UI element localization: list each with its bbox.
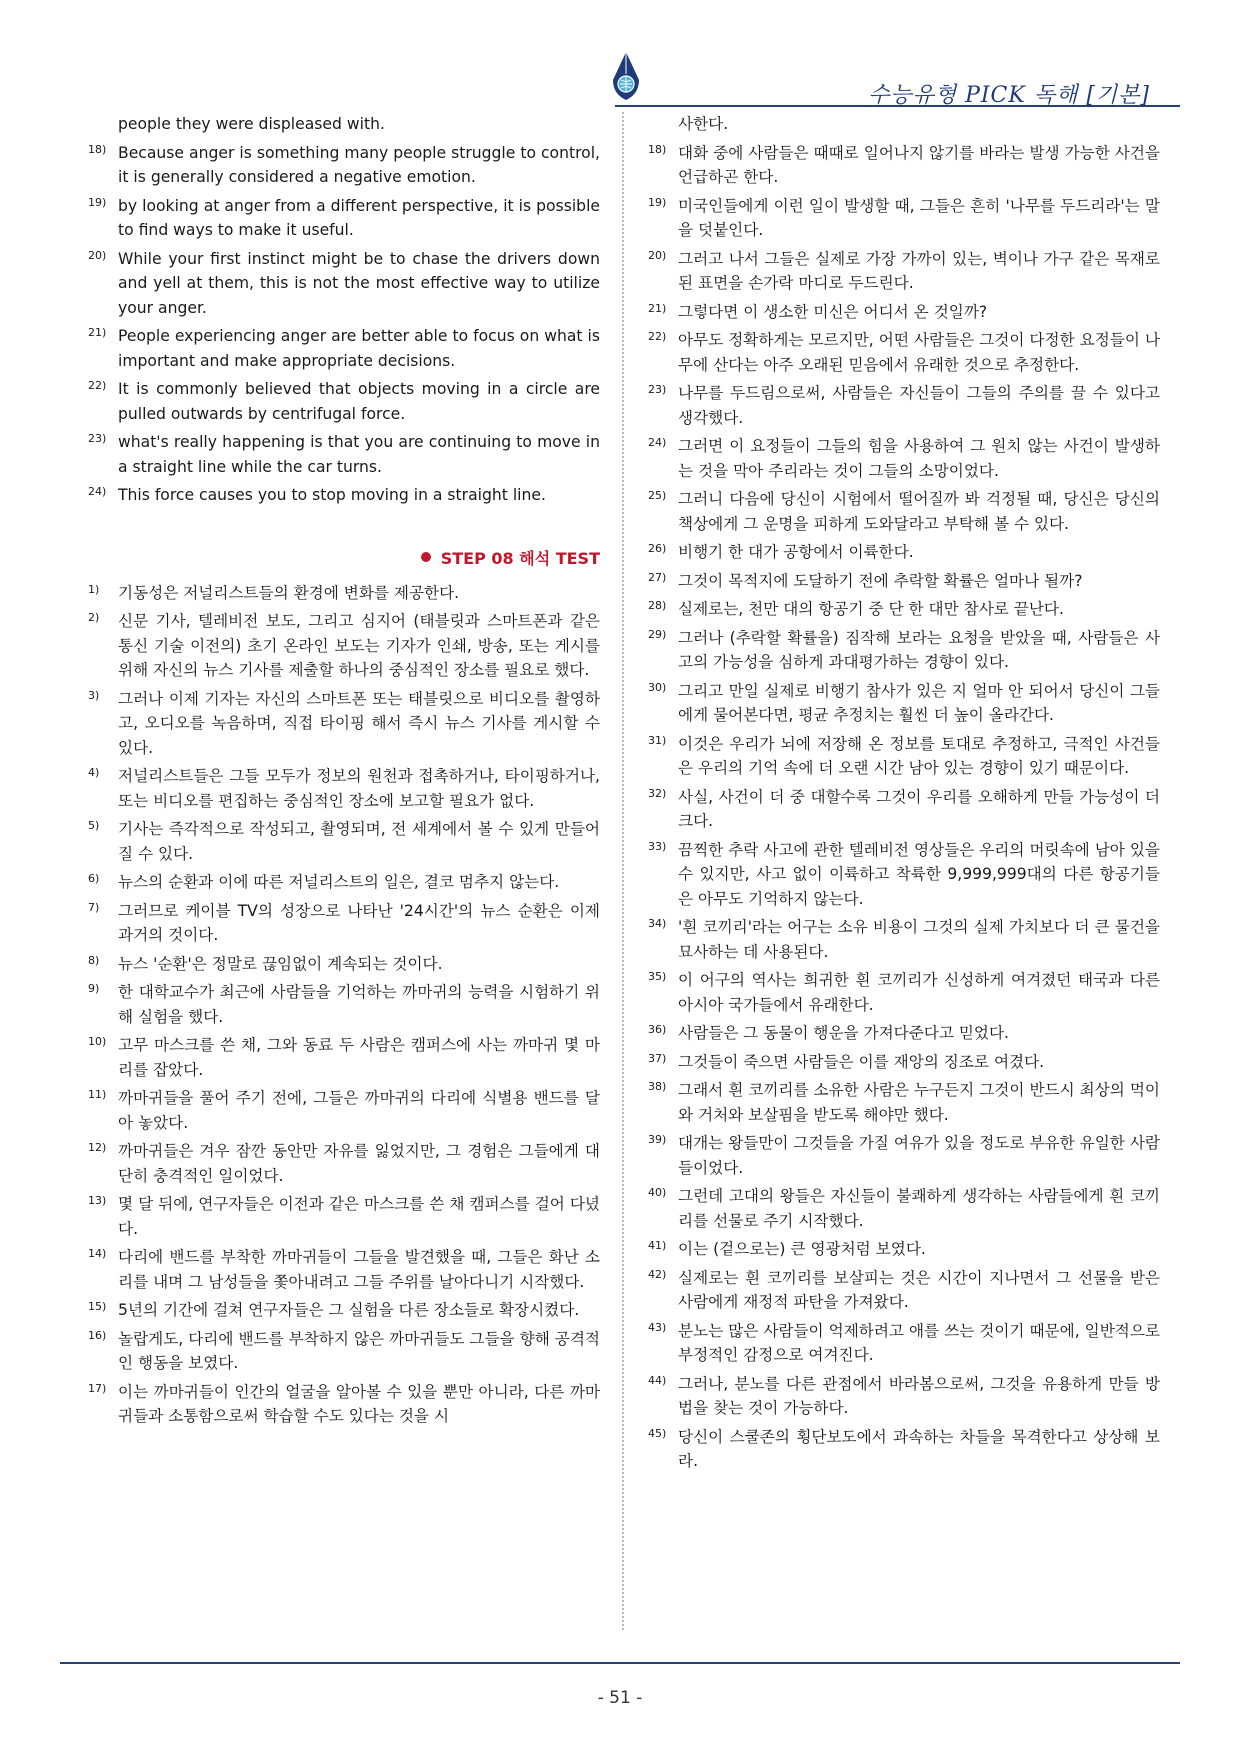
sentence-item bbox=[648, 540, 1160, 565]
sentence-number: 29) bbox=[648, 627, 667, 641]
sentence-item bbox=[648, 1050, 1160, 1075]
sentence-text: 저널리스트들은 그들 모두가 정보의 원천과 접촉하거나, 타이핑하거나, 또는 비디오를 편집하는 중심적인 장소에 보고할 필요가 없다. bbox=[118, 767, 600, 810]
sentence-text: While your first instinct might be to chase the drivers down and yell at them, this is not the most effective way to utilize your anger. bbox=[118, 249, 600, 317]
sentence-text: 그런데 고대의 왕들은 자신들이 불쾌하게 생각하는 사람들에게 흰 코끼리를 선물로 주기 시작했다. bbox=[678, 1187, 1160, 1230]
sentence-text: Because anger is something many people struggle to control, it is generally considered a negative emotion. bbox=[118, 143, 600, 186]
sentence-text: 분노는 많은 사람들이 억제하려고 애를 쓰는 것이기 때문에, 일반적으로 부정적인 감정으로 여겨진다. bbox=[678, 1321, 1160, 1364]
sentence-item bbox=[648, 1237, 1160, 1262]
sentence-number: 44) bbox=[648, 1373, 667, 1387]
sentence-item bbox=[648, 1184, 1160, 1233]
sentence-item bbox=[648, 141, 1160, 190]
sentence-text: 그래서 흰 코끼리를 소유한 사람은 누구든지 그것이 반드시 최상의 먹이와 거처와 보살핌을 받도록 해야만 했다. bbox=[678, 1081, 1160, 1124]
sentence-number: 31) bbox=[648, 733, 667, 747]
sentence-number: 12) bbox=[88, 1141, 107, 1154]
sentence-item bbox=[88, 430, 600, 479]
sentence-number: 41) bbox=[648, 1239, 667, 1252]
sentence-number: 23) bbox=[648, 383, 667, 396]
sentence-number: 38) bbox=[648, 1080, 667, 1093]
sentence-text: 뉴스 '순환'은 정말로 끊임없이 계속되는 것이다. bbox=[118, 954, 443, 973]
sentence-number: 21) bbox=[88, 326, 107, 339]
sentence-text: 그러고 나서 그들은 실제로 가장 가까이 있는, 벽이나 가구 같은 목재로 된 표면을 손가락 마디로 두드린다. bbox=[678, 249, 1160, 292]
sentence-text: 아무도 정확하게는 모르지만, 어떤 사람들은 그것이 다정한 요정들이 나무에 산다는 아주 오래된 믿음에서 유래한 것으로 추정한다. bbox=[678, 331, 1160, 374]
sentence-text: 까마귀들을 풀어 주기 전에, 그들은 까마귀의 다리에 식별용 밴드를 달아 놓았다. bbox=[118, 1089, 600, 1132]
sentence-number: 22) bbox=[648, 330, 667, 343]
bullet-dot-icon bbox=[421, 552, 431, 562]
sentence-text: 이는 까마귀들이 인간의 얼굴을 알아볼 수 있을 뿐만 아니라, 다른 까마귀들과 소통함으로써 학습할 수도 있다는 것을 시 bbox=[118, 1382, 600, 1425]
sentence-number: 35) bbox=[648, 970, 667, 983]
sentence-text: 대개는 왕들만이 그것들을 가질 여유가 있을 정도로 부유한 유일한 사람들이었다. bbox=[678, 1134, 1160, 1177]
sentence-item bbox=[88, 1380, 600, 1429]
sentence-text: 사실, 사건이 더 중 대할수록 그것이 우리를 오해하게 만들 가능성이 더 크다. bbox=[678, 787, 1160, 830]
sentence-text: 끔찍한 추락 사고에 관한 텔레비전 영상들은 우리의 머릿속에 남아 있을 수 있지만, 사고 없이 이륙하고 착륙한 9,999,999대의 다른 항공기들은 아무도 기억하지 않는다. bbox=[678, 840, 1160, 908]
sentence-number: 19) bbox=[88, 195, 107, 209]
sentence-item bbox=[648, 381, 1160, 430]
sentence-item bbox=[88, 1033, 600, 1082]
sentence-number: 37) bbox=[648, 1051, 667, 1065]
sentence-item bbox=[648, 1372, 1160, 1421]
sentence-item bbox=[648, 1131, 1160, 1180]
sentence-text: 대화 중에 사람들은 때때로 일어나지 않기를 바라는 발생 가능한 사건을 언급하곤 한다. bbox=[678, 143, 1160, 186]
sentence-text: People experiencing anger are better able to focus on what is important and make appropriate decisions. bbox=[118, 327, 600, 370]
sentence-text: 실제로는, 천만 대의 항공기 중 단 한 대만 참사로 끝난다. bbox=[678, 600, 1064, 618]
sentence-item bbox=[88, 609, 600, 683]
sentence-item bbox=[88, 581, 600, 606]
sentence-item bbox=[88, 952, 600, 977]
sentence-number: 14) bbox=[88, 1247, 107, 1260]
sentence-text: what's really happening is that you are continuing to move in a straight line while the car turns. bbox=[118, 433, 600, 476]
sentence-number: 9) bbox=[88, 982, 100, 995]
sentence-item bbox=[648, 434, 1160, 483]
sentence-text: 비행기 한 대가 공항에서 이륙한다. bbox=[678, 543, 914, 561]
sentence-text: 몇 달 뒤에, 연구자들은 이전과 같은 마스크를 쓴 채 캠퍼스를 걸어 다녔다. bbox=[118, 1195, 600, 1238]
sentence-text: 이것은 우리가 뇌에 저장해 온 정보를 토대로 추정하고, 극적인 사건들은 우리의 기억 속에 더 오랜 시간 남아 있는 경향이 있기 때문이다. bbox=[678, 734, 1160, 777]
sentence-item bbox=[88, 899, 600, 948]
sentence-text: 그러면 이 요정들이 그들의 힘을 사용하여 그 원치 않는 사건이 발생하는 것을 막아 주리라는 것이 그들의 소망이었다. bbox=[678, 437, 1160, 480]
sentence-number: 1) bbox=[88, 582, 100, 596]
sentence-number: 24) bbox=[88, 485, 107, 498]
sentence-item bbox=[88, 483, 600, 508]
sentence-number: 13) bbox=[88, 1194, 107, 1207]
sentence-number: 6) bbox=[88, 872, 100, 885]
sentence-number: 26) bbox=[648, 542, 667, 555]
sentence-item bbox=[88, 980, 600, 1029]
sentence-text: 그러나 이제 기자는 자신의 스마트폰 또는 태블릿으로 비디오를 촬영하고, 오디오를 녹음하며, 직접 타이핑 해서 즉시 뉴스 기사를 게시할 수 있다. bbox=[118, 689, 600, 757]
sentence-item bbox=[88, 1327, 600, 1376]
sentence-number: 16) bbox=[88, 1328, 107, 1342]
sentence-text: 그러므로 케이블 TV의 성장으로 나타난 '24시간'의 뉴스 순환은 이제 과거의 것이다. bbox=[118, 901, 600, 944]
column-divider bbox=[622, 112, 624, 1630]
sentence-text: 그리고 만일 실제로 비행기 참사가 있은 지 얼마 안 되어서 당신이 그들에게 물어본다면, 평균 추정치는 훨씬 더 높이 올라간다. bbox=[678, 681, 1160, 724]
sentence-number: 18) bbox=[88, 142, 107, 156]
sentence-number: 27) bbox=[648, 570, 667, 584]
sentence-text: 그러나, 분노를 다른 관점에서 바라봄으로써, 그것을 유용하게 만들 방법을 찾는 것이 가능하다. bbox=[678, 1374, 1160, 1417]
sentence-text: 놀랍게도, 다리에 밴드를 부착하지 않은 까마귀들도 그들을 향해 공격적인 행동을 보였다. bbox=[118, 1329, 600, 1372]
sentence-number: 20) bbox=[648, 248, 667, 262]
sentence-item bbox=[648, 732, 1160, 781]
footer-rule bbox=[60, 1662, 1180, 1664]
sentence-text: 기사는 즉각적으로 작성되고, 촬영되며, 전 세계에서 볼 수 있게 만들어질 수 있다. bbox=[118, 820, 600, 863]
sentence-number: 7) bbox=[88, 900, 100, 914]
sentence-text: 그렇다면 이 생소한 미신은 어디서 온 것일까? bbox=[678, 302, 988, 321]
sentence-text: This force causes you to stop moving in a straight line. bbox=[118, 486, 546, 504]
left-column bbox=[88, 112, 600, 1433]
sentence-item bbox=[648, 487, 1160, 536]
sentence-text: 실제로는 흰 코끼리를 보살피는 것은 시간이 지나면서 그 선물을 받은 사람에게 재정적 파탄을 가져왔다. bbox=[678, 1268, 1160, 1311]
sentence-item bbox=[648, 1425, 1160, 1474]
sentence-item bbox=[648, 300, 1160, 325]
sentence-item bbox=[648, 968, 1160, 1017]
sentence-number: 20) bbox=[88, 248, 107, 262]
sentence-item bbox=[88, 324, 600, 373]
sentence-text: 나무를 두드림으로써, 사람들은 자신들이 그들의 주의를 끌 수 있다고 생각했다. bbox=[678, 384, 1160, 427]
sentence-item bbox=[88, 764, 600, 813]
sentence-item bbox=[648, 1078, 1160, 1127]
sentence-item bbox=[648, 569, 1160, 594]
sentence-text: 사람들은 그 동물이 행운을 가져다준다고 믿었다. bbox=[678, 1024, 1010, 1042]
sentence-number: 25) bbox=[648, 489, 667, 502]
page-number: - 51 - bbox=[597, 1688, 643, 1708]
sentence-number: 21) bbox=[648, 301, 667, 315]
sentence-text: 이 어구의 역사는 희귀한 흰 코끼리가 신성하게 여겨졌던 태국과 다른 아시아 국가들에서 유래한다. bbox=[678, 971, 1160, 1014]
sentence-text: by looking at anger from a different perspective, it is possible to find ways to make it useful. bbox=[118, 196, 600, 239]
sentence-number: 40) bbox=[648, 1186, 667, 1199]
sentence-text: 뉴스의 순환과 이에 따른 저널리스트의 일은, 결코 멈추지 않는다. bbox=[118, 873, 560, 891]
sentence-text: '흰 코끼리'라는 어구는 소유 비용이 그것의 실제 가치보다 더 큰 물건을 묘사하는 데 사용된다. bbox=[678, 918, 1160, 961]
sentence-text: 그러나 (추락할 확률을) 짐작해 보라는 요청을 받았을 때, 사람들은 사고의 가능성을 심하게 과대평가하는 경향이 있다. bbox=[678, 628, 1160, 671]
sentence-item bbox=[88, 194, 600, 243]
sentence-number: 4) bbox=[88, 766, 100, 779]
step-label: STEP 08 해석 TEST bbox=[440, 548, 600, 568]
sentence-item bbox=[88, 817, 600, 866]
sentence-item bbox=[88, 1086, 600, 1135]
brand-title: 수능유형 PICK 독해 [기본] bbox=[868, 83, 1150, 108]
sentence-text: 당신이 스쿨존의 횡단보도에서 과속하는 차들을 목격한다고 상상해 보라. bbox=[678, 1427, 1160, 1470]
sentence-item bbox=[648, 785, 1160, 834]
sentence-item bbox=[648, 328, 1160, 377]
sentence-number: 34) bbox=[648, 917, 667, 930]
sentence-item bbox=[88, 870, 600, 895]
sentence-number: 19) bbox=[648, 195, 667, 209]
sentence-number: 23) bbox=[88, 432, 107, 445]
sentence-text: 그러니 다음에 당신이 시험에서 떨어질까 봐 걱정될 때, 당신은 당신의 책상에게 그 운명을 피하게 도와달라고 부탁해 볼 수 있다. bbox=[678, 490, 1160, 533]
sentence-text: 그것들이 죽으면 사람들은 이를 재앙의 징조로 여겼다. bbox=[678, 1052, 1045, 1071]
sentence-text: 5년의 기간에 걸쳐 연구자들은 그 실험을 다른 장소들로 확장시켰다. bbox=[118, 1301, 580, 1319]
sentence-number: 11) bbox=[88, 1088, 107, 1101]
pen-nib-globe-icon bbox=[609, 50, 643, 106]
sentence-item bbox=[648, 1021, 1160, 1046]
translation-list-left bbox=[88, 581, 600, 1429]
sentence-item bbox=[648, 679, 1160, 728]
sentence-item bbox=[88, 141, 600, 190]
sentence-number: 17) bbox=[88, 1381, 107, 1395]
sentence-number: 5) bbox=[88, 819, 100, 832]
sentence-text: 이는 (겉으로는) 큰 영광처럼 보였다. bbox=[678, 1240, 926, 1258]
sentence-number: 43) bbox=[648, 1320, 667, 1334]
sentence-number: 24) bbox=[648, 436, 667, 449]
sentence-number: 10) bbox=[88, 1035, 107, 1048]
sentence-number: 33) bbox=[648, 839, 667, 853]
sentence-text: 그것이 목적지에 도달하기 전에 추락할 확률은 얼마나 될까? bbox=[678, 571, 1083, 590]
sentence-text: It is commonly believed that objects moving in a circle are pulled outwards by centrifugal force. bbox=[118, 380, 600, 423]
sentence-text: 다리에 밴드를 부착한 까마귀들이 그들을 발견했을 때, 그들은 화난 소리를 내며 그 남성들을 쫓아내려고 그들 주위를 날아다니기 시작했다. bbox=[118, 1248, 600, 1291]
sentence-text: 기동성은 저널리스트들의 환경에 변화를 제공한다. bbox=[118, 583, 460, 602]
sentence-text: 고무 마스크를 쓴 채, 그와 동료 두 사람은 캠퍼스에 사는 까마귀 몇 마리를 잡았다. bbox=[118, 1036, 600, 1079]
sentence-number: 15) bbox=[88, 1300, 107, 1313]
right-column bbox=[648, 112, 1160, 1478]
sentence-number: 36) bbox=[648, 1023, 667, 1036]
sentence-text: 까마귀들은 겨우 잠깐 동안만 자유를 잃었지만, 그 경험은 그들에게 대단히 충격적인 일이었다. bbox=[118, 1142, 600, 1185]
translation-list-right bbox=[648, 141, 1160, 1474]
sentence-number: 3) bbox=[88, 688, 100, 702]
sentence-item bbox=[648, 838, 1160, 912]
english-sentence-list bbox=[88, 141, 600, 508]
sentence-item bbox=[648, 1266, 1160, 1315]
sentence-item bbox=[648, 247, 1160, 296]
step-heading bbox=[88, 546, 600, 569]
sentence-item bbox=[648, 626, 1160, 675]
sentence-number: 30) bbox=[648, 680, 667, 694]
continued-text: 사한다. bbox=[678, 115, 729, 133]
sentence-text: 미국인들에게 이런 일이 발생할 때, 그들은 흔히 '나무를 두드리라'는 말을 덧붙인다. bbox=[678, 196, 1160, 239]
sentence-number: 8) bbox=[88, 953, 100, 967]
sentence-item bbox=[648, 194, 1160, 243]
sentence-number: 2) bbox=[88, 611, 100, 624]
sentence-number: 42) bbox=[648, 1267, 667, 1281]
sentence-number: 45) bbox=[648, 1426, 667, 1440]
sentence-number: 32) bbox=[648, 786, 667, 800]
sentence-item bbox=[88, 1192, 600, 1241]
sentence-number: 18) bbox=[648, 142, 667, 156]
sentence-item bbox=[88, 1245, 600, 1294]
sentence-number: 39) bbox=[648, 1133, 667, 1146]
sentence-text: 한 대학교수가 최근에 사람들을 기억하는 까마귀의 능력을 시험하기 위해 실험을 했다. bbox=[118, 983, 600, 1026]
sentence-text: 신문 기사, 텔레비전 보도, 그리고 심지어 (태블릿과 스마트폰과 같은 통신 기술 이전의) 초기 온라인 보도는 기자가 인쇄, 방송, 또는 게시를 위해 자신의 뉴스 기사를 제출할 하나의 중심적인 장소를 필요로 했다. bbox=[118, 612, 600, 679]
sentence-number: 28) bbox=[648, 599, 667, 612]
sentence-item bbox=[648, 597, 1160, 622]
sentence-item bbox=[88, 687, 600, 761]
continued-text: people they were displeased with. bbox=[118, 115, 385, 133]
sentence-number: 22) bbox=[88, 379, 107, 392]
sentence-item bbox=[88, 247, 600, 321]
sentence-item bbox=[648, 1319, 1160, 1368]
sentence-item bbox=[88, 1139, 600, 1188]
sentence-item bbox=[648, 915, 1160, 964]
sentence-item bbox=[88, 1298, 600, 1323]
sentence-item bbox=[88, 377, 600, 426]
